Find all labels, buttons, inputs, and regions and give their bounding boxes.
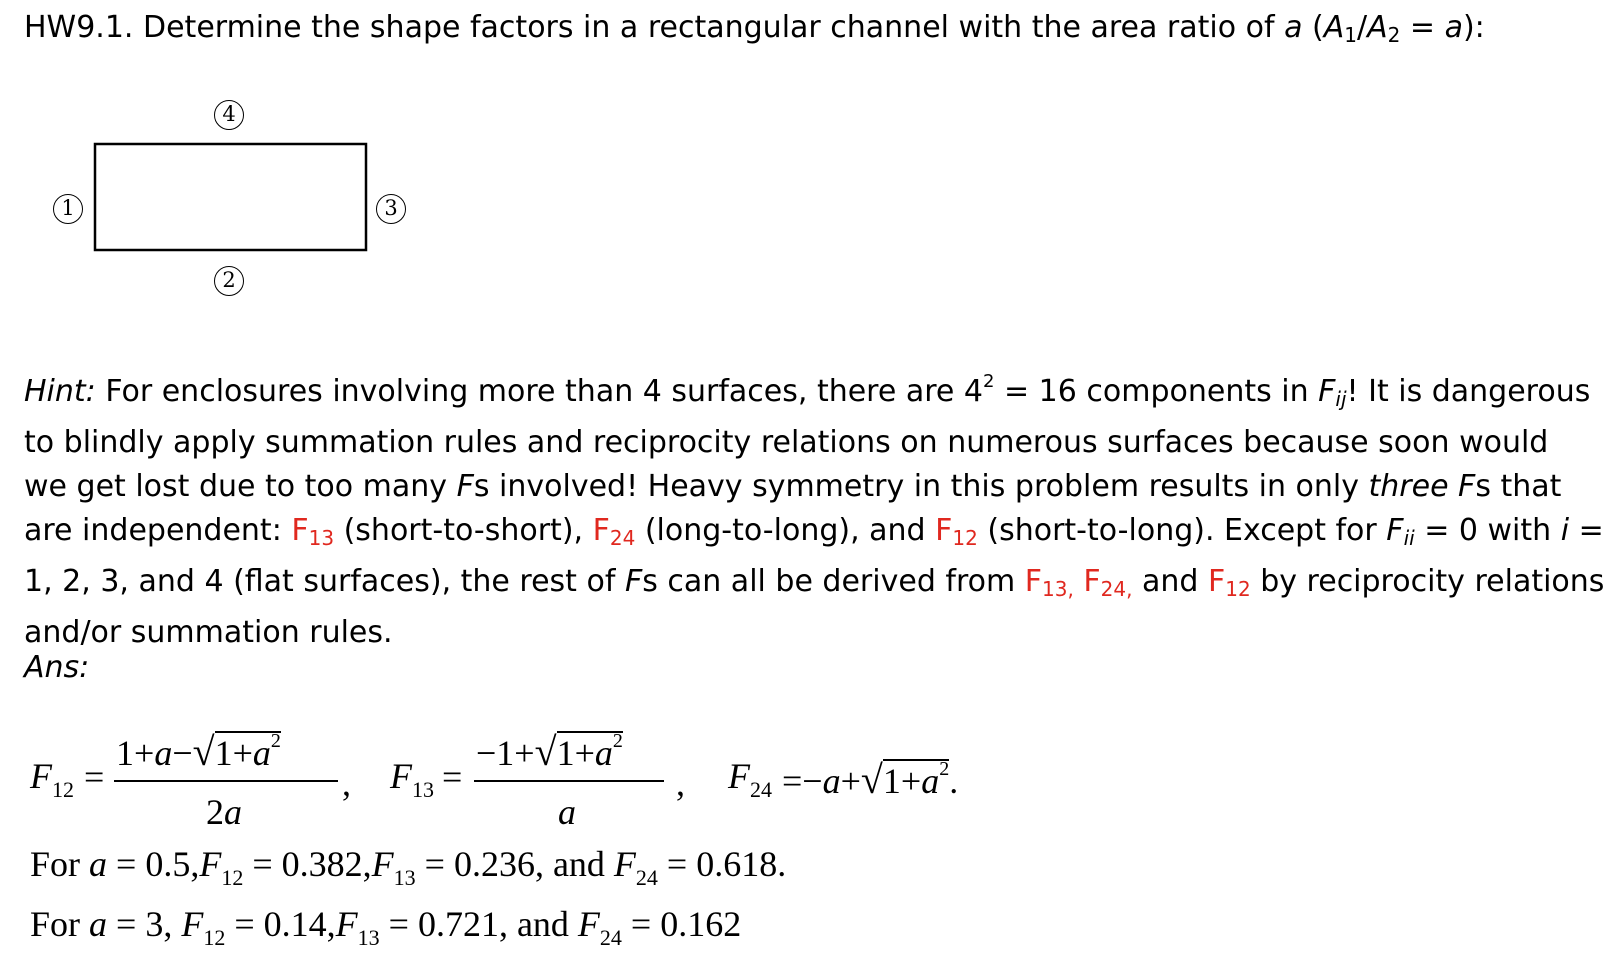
F24-highlight: $F_{24}$: [592, 513, 636, 550]
hint-line-5: 1, 2, 3, and 4 (flat surfaces), the rest of Fs can all be derived from $F_{13,}$ $F_{24,}$ and $F_{12}$ by reciprocity relations: [24, 564, 1604, 601]
hint-line-4: are independent: $F_{13}$ (short-to-short), $F_{24}$ (long-to-long), and $F_{12}$ (short-to-long). Except for $F_{ii} = 0$ with i =: [24, 513, 1604, 550]
surface-1-label: 1: [53, 194, 83, 224]
hint-paragraph: [24, 360, 1604, 655]
radicand: $1+a^2$: [556, 730, 623, 773]
surface-4-label: 4: [214, 100, 244, 130]
F12-denominator: 2a: [206, 792, 242, 832]
F12-highlight: $F_{12}$: [1207, 564, 1251, 601]
sqrt-sign: √: [860, 757, 883, 802]
radicand: $1+a^2$: [214, 730, 281, 773]
sqrt-sign: √: [534, 729, 557, 774]
F12-highlight: $F_{12}$: [935, 513, 978, 550]
F13-denominator: a: [558, 792, 576, 832]
result-row-2: For a = 3, $F_{12} = 0.14,F_{13} = 0.721$, and $F_{24} = 0.162$: [30, 904, 742, 950]
answer-label: Ans:: [24, 650, 90, 685]
F13-fraction-bar: [474, 780, 664, 782]
F12-symbol: F12: [30, 756, 74, 802]
hint-line-6: and/or summation rules.: [24, 615, 393, 650]
equals-sign: =: [84, 757, 105, 797]
F13-numerator: $-1+√1+a^2$: [476, 729, 623, 774]
radicand: $1+a^2$: [882, 758, 950, 801]
F13-symbol: F13: [390, 756, 434, 802]
surface-3-label: 3: [376, 194, 406, 224]
sqrt-sign: √: [192, 729, 215, 774]
F24-symbol: F24: [728, 756, 772, 802]
hint-line-1: Hint: For enclosures involving more than 4 surfaces, there are $4^2 = 16$ components in $F_{ij}$! It is dangerous: [24, 371, 1591, 411]
comma: ,: [676, 763, 685, 803]
F13-highlight: $F_{13,}$: [1024, 564, 1074, 601]
F13-highlight: $F_{13}$: [291, 513, 335, 550]
result-row-1: For $a = 0.5,F_{12} = 0.382,F_{13} = 0.236$, and $F_{24} = 0.618$.: [30, 844, 787, 890]
channel-diagram: [0, 90, 460, 310]
hint-line-2: to blindly apply summation rules and reciprocity relations on numerous surfaces because soon would: [24, 425, 1549, 460]
equals-sign: =: [442, 757, 463, 797]
surface-2-label: 2: [214, 266, 244, 296]
F12-numerator: $1+a-√1+a^2$: [116, 729, 281, 774]
comma: ,: [342, 763, 351, 803]
F24-highlight: $F_{24,}$: [1083, 564, 1133, 601]
problem-title: HW9.1. Determine the shape factors in a rectangular channel with the area ratio of a $(A_1/A_2 = a)$:: [24, 10, 1485, 47]
F24-expression: $=-a+√1+a^2$.: [782, 757, 959, 802]
F12-fraction-bar: [114, 780, 338, 782]
hint-line-3: we get lost due to too many Fs involved! Heavy symmetry in this problem results in only three Fs that: [24, 469, 1562, 504]
